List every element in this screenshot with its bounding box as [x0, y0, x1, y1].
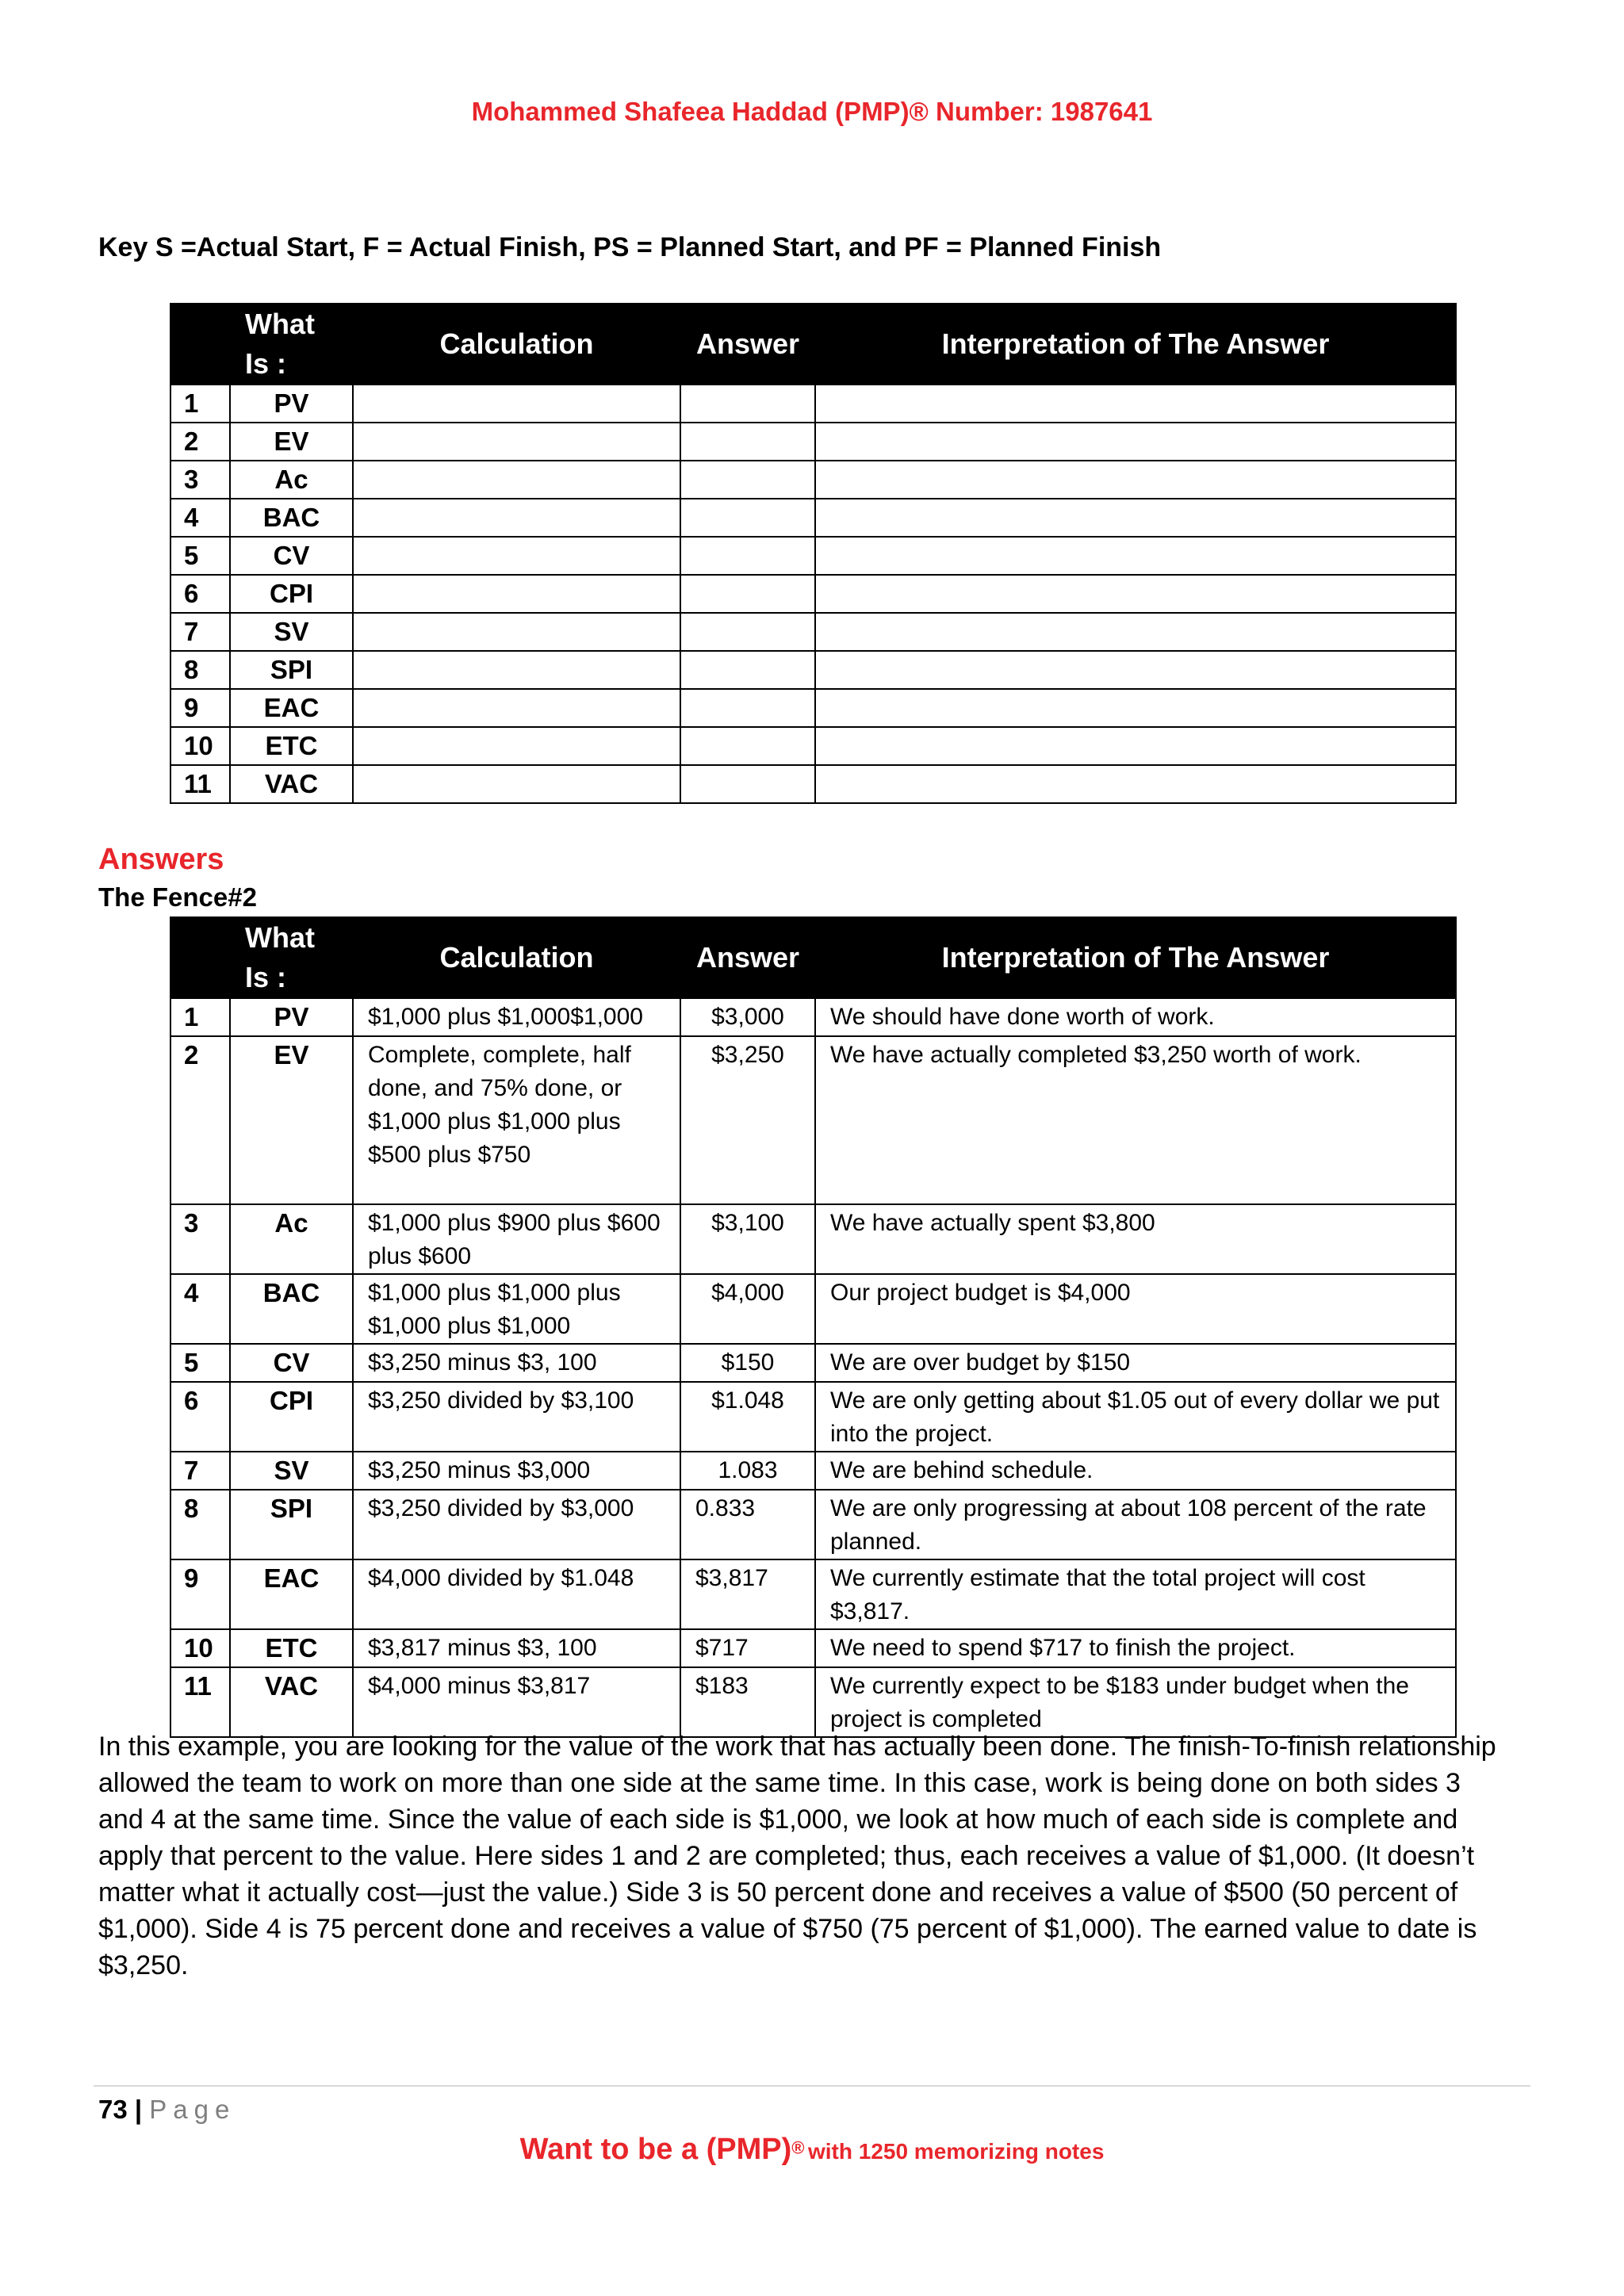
table-row [170, 499, 1456, 537]
answers-table [170, 916, 1457, 1738]
row-number: 7 [170, 1452, 230, 1490]
row-number: 1 [170, 998, 230, 1036]
row-number: 4 [170, 1274, 230, 1344]
table-row [170, 613, 1456, 651]
page-header-title: Mohammed Shafeea Haddad (PMP)® Number: 1987641 [471, 97, 1153, 126]
row-number: 7 [170, 613, 230, 651]
row-number: 11 [170, 765, 230, 803]
row-number: 5 [170, 1344, 230, 1382]
answer-cell [680, 651, 815, 689]
interpretation-cell [815, 461, 1456, 499]
answer-cell: $183 [680, 1667, 815, 1737]
answer-cell [680, 385, 815, 423]
row-metric: Ac [230, 1204, 353, 1274]
row-metric: VAC [230, 765, 353, 803]
row-number: 6 [170, 1382, 230, 1452]
table-row [170, 1490, 1456, 1559]
header-interpretation: Interpretation of The Answer [815, 304, 1456, 385]
answer-cell [680, 613, 815, 651]
header-what-line2: Is : [245, 347, 287, 380]
table-row [170, 1344, 1456, 1382]
calculation-cell: $3,250 divided by $3,000 [353, 1490, 680, 1559]
interpretation-cell [815, 499, 1456, 537]
answer-cell: $3,100 [680, 1204, 815, 1274]
row-number: 9 [170, 689, 230, 727]
interpretation-cell: We are only progressing at about 108 percent of the rate planned. [815, 1490, 1456, 1559]
row-metric: EV [230, 423, 353, 461]
answer-cell: $3,000 [680, 998, 815, 1036]
table-row [170, 689, 1456, 727]
table-row [170, 765, 1456, 803]
row-metric: BAC [230, 499, 353, 537]
row-metric: Ac [230, 461, 353, 499]
interpretation-cell [815, 727, 1456, 765]
header-what-line1: What [245, 308, 315, 340]
calculation-cell [353, 765, 680, 803]
table-row [170, 1036, 1456, 1204]
interpretation-cell: We currently expect to be $183 under budget when the project is completed [815, 1667, 1456, 1737]
calculation-cell [353, 423, 680, 461]
answer-cell: $3,817 [680, 1559, 815, 1629]
row-number: 3 [170, 461, 230, 499]
footer-divider [94, 2085, 1530, 2087]
answer-cell [680, 765, 815, 803]
row-number: 6 [170, 575, 230, 613]
calculation-cell: Complete, complete, half done, and 75% done, or $1,000 plus $1,000 plus $500 plus $750 [353, 1036, 680, 1204]
calculation-cell: $3,817 minus $3, 100 [353, 1629, 680, 1667]
table-row [170, 1204, 1456, 1274]
promo-small-text: with 1250 memorizing notes [807, 2139, 1105, 2164]
header-calculation: Calculation [353, 917, 680, 998]
interpretation-cell: We have actually spent $3,800 [815, 1204, 1456, 1274]
page-number-separator: | [134, 2095, 143, 2124]
interpretation-cell: We have actually completed $3,250 worth of work. [815, 1036, 1456, 1204]
answers-table-header-row [170, 917, 1456, 998]
calculation-cell [353, 385, 680, 423]
row-metric: CPI [230, 1382, 353, 1452]
calculation-cell: $3,250 minus $3, 100 [353, 1344, 680, 1382]
interpretation-cell [815, 385, 1456, 423]
answer-cell: $3,250 [680, 1036, 815, 1204]
fence-label: The Fence#2 [98, 882, 257, 912]
header-what-line1: What [245, 921, 315, 954]
answer-cell [680, 499, 815, 537]
interpretation-cell: We currently estimate that the total project will cost $3,817. [815, 1559, 1456, 1629]
row-metric: SPI [230, 651, 353, 689]
calculation-cell [353, 613, 680, 651]
calculation-cell: $1,000 plus $1,000$1,000 [353, 998, 680, 1036]
table-row [170, 651, 1456, 689]
page-number [98, 2095, 236, 2125]
interpretation-cell [815, 537, 1456, 575]
interpretation-cell: Our project budget is $4,000 [815, 1274, 1456, 1344]
row-metric: EV [230, 1036, 353, 1204]
interpretation-cell [815, 613, 1456, 651]
row-number: 10 [170, 1629, 230, 1667]
row-number: 9 [170, 1559, 230, 1629]
calculation-cell [353, 651, 680, 689]
calculation-cell: $4,000 minus $3,817 [353, 1667, 680, 1737]
table-row [170, 385, 1456, 423]
row-metric: PV [230, 385, 353, 423]
calculation-cell: $3,250 minus $3,000 [353, 1452, 680, 1490]
interpretation-cell [815, 575, 1456, 613]
answers-heading: Answers [98, 843, 224, 876]
answer-cell: 0.833 [680, 1490, 815, 1559]
header-answer: Answer [680, 917, 815, 998]
row-number: 8 [170, 1490, 230, 1559]
row-metric: CV [230, 537, 353, 575]
table-row [170, 1382, 1456, 1452]
row-metric: EAC [230, 1559, 353, 1629]
calculation-cell: $1,000 plus $900 plus $600 plus $600 [353, 1204, 680, 1274]
blank-table-header-row [170, 304, 1456, 385]
interpretation-cell: We are only getting about $1.05 out of every dollar we put into the project. [815, 1382, 1456, 1452]
row-metric: ETC [230, 727, 353, 765]
row-number: 2 [170, 1036, 230, 1204]
row-metric: SPI [230, 1490, 353, 1559]
table-row [170, 537, 1456, 575]
interpretation-cell: We are behind schedule. [815, 1452, 1456, 1490]
interpretation-cell [815, 765, 1456, 803]
table-row [170, 1559, 1456, 1629]
header-what-line2: Is : [245, 961, 287, 993]
row-metric: ETC [230, 1629, 353, 1667]
header-answer: Answer [680, 304, 815, 385]
row-number: 11 [170, 1667, 230, 1737]
interpretation-cell: We should have done worth of work. [815, 998, 1456, 1036]
interpretation-cell: We need to spend $717 to finish the project. [815, 1629, 1456, 1667]
answer-cell [680, 537, 815, 575]
answer-cell: $1.048 [680, 1382, 815, 1452]
row-metric: CV [230, 1344, 353, 1382]
header-number-cell [170, 917, 230, 998]
answer-cell: 1.083 [680, 1452, 815, 1490]
interpretation-cell [815, 651, 1456, 689]
table-row [170, 1629, 1456, 1667]
row-number: 3 [170, 1204, 230, 1274]
key-legend: Key S =Actual Start, F = Actual Finish, PS = Planned Start, and PF = Planned Finish [98, 232, 1162, 262]
calculation-cell: $1,000 plus $1,000 plus $1,000 plus $1,000 [353, 1274, 680, 1344]
row-number: 8 [170, 651, 230, 689]
header-interpretation: Interpretation of The Answer [815, 917, 1456, 998]
answer-cell [680, 727, 815, 765]
table-row [170, 1274, 1456, 1344]
page-number-value: 73 [98, 2095, 128, 2124]
table-row [170, 1452, 1456, 1490]
page-word: Page [149, 2095, 236, 2124]
calculation-cell: $3,250 divided by $3,100 [353, 1382, 680, 1452]
table-row [170, 575, 1456, 613]
row-number: 5 [170, 537, 230, 575]
table-row [170, 423, 1456, 461]
row-number: 1 [170, 385, 230, 423]
calculation-cell: $4,000 divided by $1.048 [353, 1559, 680, 1629]
row-metric: SV [230, 1452, 353, 1490]
calculation-cell [353, 499, 680, 537]
calculation-cell [353, 727, 680, 765]
table-row [170, 461, 1456, 499]
interpretation-cell [815, 423, 1456, 461]
interpretation-cell [815, 689, 1456, 727]
header-what-is [230, 917, 353, 998]
answer-cell [680, 689, 815, 727]
calculation-cell [353, 575, 680, 613]
row-metric: BAC [230, 1274, 353, 1344]
blank-worksheet-table [170, 303, 1457, 804]
row-number: 2 [170, 423, 230, 461]
row-metric: VAC [230, 1667, 353, 1737]
answer-cell [680, 423, 815, 461]
answer-cell: $4,000 [680, 1274, 815, 1344]
footer-promo [0, 2133, 1624, 2167]
answer-cell: $150 [680, 1344, 815, 1382]
header-what-is [230, 304, 353, 385]
calculation-cell [353, 689, 680, 727]
answer-cell [680, 461, 815, 499]
calculation-cell [353, 537, 680, 575]
calculation-cell [353, 461, 680, 499]
answer-cell [680, 575, 815, 613]
table-row [170, 727, 1456, 765]
interpretation-cell: We are over budget by $150 [815, 1344, 1456, 1382]
row-metric: EAC [230, 689, 353, 727]
row-metric: CPI [230, 575, 353, 613]
header-calculation: Calculation [353, 304, 680, 385]
promo-registered-mark: ® [791, 2137, 805, 2158]
table-row [170, 998, 1456, 1036]
explanation-paragraph: In this example, you are looking for the value of the work that has actually been done. The finish-To-finish relationship allowed the team to work on more than one side at the same time. In this case, work is being done on both sides 3 and 4 at the same time. Since the value of each side is $1,000, we look at how much of each side is complete and apply that percent to the value. Here sides 1 and 2 are completed; thus, each receives a value of $1,000. (It doesn’t matter what it actually cost—just the value.) Side 3 is 50 percent done and receives a value of $500 (50 percent of $1,000). Side 4 is 75 percent done and receives a value of $750 (75 percent of $1,000). The earned value to date is $3,250. [98, 1732, 1496, 1980]
promo-main-text: Want to be a (PMP) [519, 2133, 792, 2166]
answer-cell: $717 [680, 1629, 815, 1667]
row-metric: PV [230, 998, 353, 1036]
table-row [170, 1667, 1456, 1737]
row-metric: SV [230, 613, 353, 651]
row-number: 4 [170, 499, 230, 537]
row-number: 10 [170, 727, 230, 765]
header-number-cell [170, 304, 230, 385]
